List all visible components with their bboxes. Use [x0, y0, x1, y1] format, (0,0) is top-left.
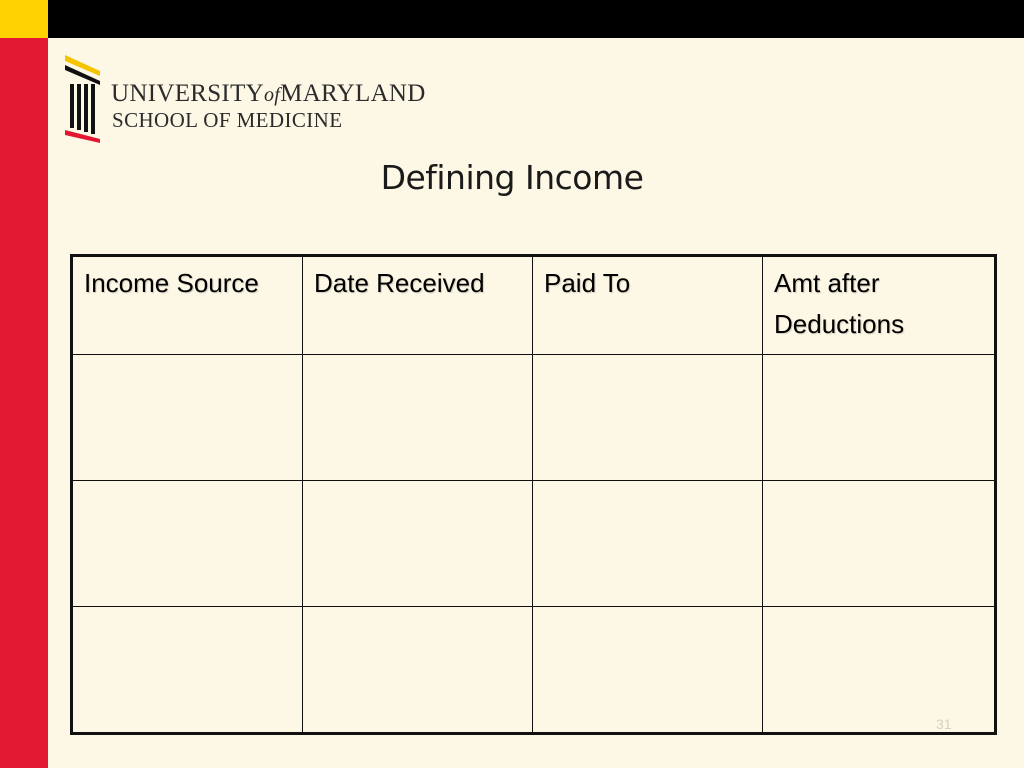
- table-cell: [533, 607, 763, 734]
- dome-building-icon: [62, 50, 106, 145]
- logo-line-university-of-maryland: [111, 80, 426, 108]
- table-cell: [72, 607, 303, 734]
- header-income-source: Income Source: [72, 256, 303, 355]
- logo-line-school-of-medicine: SCHOOL OF MEDICINE: [112, 108, 343, 132]
- table-cell: [303, 607, 533, 734]
- table-cell: [763, 355, 996, 481]
- table-cell: [72, 481, 303, 607]
- gold-accent-block: [0, 0, 48, 38]
- table-cell: [303, 481, 533, 607]
- table-row: [72, 481, 996, 607]
- header-date-received: Date Received: [303, 256, 533, 355]
- table-header-row: [72, 256, 996, 355]
- logo-word-of: of: [264, 84, 281, 106]
- slide-number: 31: [936, 716, 952, 732]
- header-amt-after-deductions: Amt after Deductions: [763, 256, 996, 355]
- table-cell: [533, 355, 763, 481]
- red-side-bar: [0, 38, 48, 768]
- header-paid-to: Paid To: [533, 256, 763, 355]
- table-cell: [763, 481, 996, 607]
- table-cell: [303, 355, 533, 481]
- table-cell: [72, 355, 303, 481]
- table-cell: [763, 607, 996, 734]
- logo-word-maryland: MARYLAND: [280, 80, 426, 107]
- university-logo: [62, 50, 426, 145]
- logo-word-university: UNIVERSITY: [111, 80, 264, 107]
- page-title: Defining Income: [380, 158, 644, 197]
- income-table: [70, 254, 997, 735]
- table-cell: [533, 481, 763, 607]
- table-row: [72, 355, 996, 481]
- table-row: [72, 607, 996, 734]
- top-bar: [0, 0, 1024, 38]
